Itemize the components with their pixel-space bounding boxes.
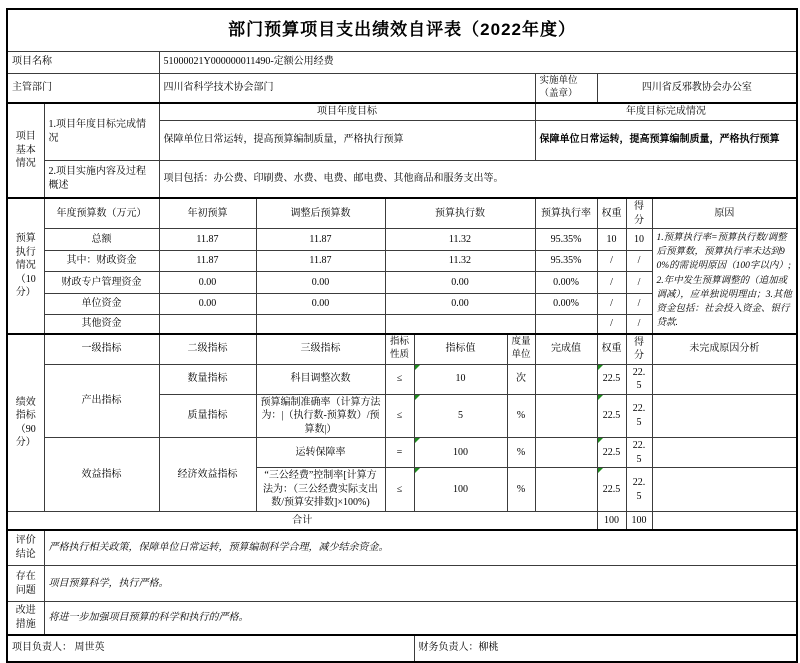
perf-header-value: 指标值 xyxy=(414,334,507,365)
perf-l3: “三公经费”控制率[计算方法为：（三公经费实际支出数/预算安排数]×100%) xyxy=(256,468,385,512)
perf-nature: ≤ xyxy=(385,364,414,394)
perf-row-operation xyxy=(7,438,797,468)
perf-value: 100 xyxy=(414,468,507,512)
budget-row-name: 财政专户管理资金 xyxy=(44,272,159,294)
budget-row-name: 总额 xyxy=(44,229,159,251)
budget-cell-score: / xyxy=(626,294,652,315)
basic-section-label: 项目基本情况 xyxy=(7,103,44,198)
budget-header-executed: 预算执行数 xyxy=(385,198,535,229)
improvements-label: 改进措施 xyxy=(7,602,44,635)
budget-cell-rate: 95.35% xyxy=(535,229,597,251)
budget-section-label: 预算执行情况（10分） xyxy=(7,198,44,334)
performance-section-label: 绩效指标（90分） xyxy=(7,334,44,512)
project-name-value: 51000021Y000000011490-定额公用经费 xyxy=(159,51,797,73)
basic-row2-content: 项目包括：办公费、印刷费、水费、电费、邮电费、其他商品和服务支出等。 xyxy=(159,160,797,198)
perf-score: 22.5 xyxy=(626,394,652,438)
perf-l3: 预算编制准确率（计算方法为：|（执行数-预算数）/预算数|） xyxy=(256,394,385,438)
perf-total-score: 100 xyxy=(626,512,652,530)
perf-header-weight: 权重 xyxy=(597,334,626,365)
budget-cell-score: / xyxy=(626,251,652,272)
perf-total-label: 合计 xyxy=(7,512,597,530)
budget-cell-rate xyxy=(535,315,597,334)
perf-header-l2: 二级指标 xyxy=(159,334,256,365)
problems-label: 存在问题 xyxy=(7,566,44,602)
perf-value: 100 xyxy=(414,438,507,468)
perf-analysis xyxy=(652,468,797,512)
perf-header-done: 完成值 xyxy=(535,334,597,365)
budget-cell-initial: 0.00 xyxy=(159,294,256,315)
conclusion-label: 评价结论 xyxy=(7,530,44,566)
budget-cell-executed: 11.32 xyxy=(385,251,535,272)
impl-unit-value: 四川省反邪教协会办公室 xyxy=(597,73,797,103)
budget-header-rate: 预算执行率 xyxy=(535,198,597,229)
budget-header-annual: 年度预算数（万元） xyxy=(44,198,159,229)
perf-done xyxy=(535,364,597,394)
goal-header: 项目年度目标 xyxy=(159,103,535,120)
perf-score: 22.5 xyxy=(626,364,652,394)
perf-unit: 次 xyxy=(507,364,535,394)
perf-score: 22.5 xyxy=(626,438,652,468)
budget-header-initial: 年初预算 xyxy=(159,198,256,229)
budget-row-name: 其中：财政资金 xyxy=(44,251,159,272)
perf-weight: 22.5 xyxy=(597,438,626,468)
budget-cell-adjusted: 11.87 xyxy=(256,229,385,251)
conclusion-text: 严格执行相关政策，保障单位日常运转，预算编制科学合理，减少结余资金。 xyxy=(44,530,797,566)
budget-cell-initial: 11.87 xyxy=(159,229,256,251)
perf-done xyxy=(535,468,597,512)
perf-done xyxy=(535,394,597,438)
goal-text: 保障单位日常运转，提高预算编制质量，严格执行预算 xyxy=(159,120,535,160)
budget-cell-weight: / xyxy=(597,251,626,272)
perf-weight: 22.5 xyxy=(597,364,626,394)
budget-cell-rate: 0.00% xyxy=(535,294,597,315)
budget-cell-adjusted: 0.00 xyxy=(256,294,385,315)
perf-row-quantity xyxy=(7,364,797,394)
perf-total-analysis xyxy=(652,512,797,530)
budget-cell-score: / xyxy=(626,315,652,334)
perf-nature: ≤ xyxy=(385,468,414,512)
budget-cell-executed: 0.00 xyxy=(385,272,535,294)
budget-cell-initial xyxy=(159,315,256,334)
perf-header-score: 得分 xyxy=(626,334,652,365)
budget-cell-weight: / xyxy=(597,272,626,294)
perf-unit: % xyxy=(507,394,535,438)
perf-analysis xyxy=(652,364,797,394)
budget-row-name: 其他资金 xyxy=(44,315,159,334)
perf-done xyxy=(535,438,597,468)
perf-l2: 质量指标 xyxy=(159,394,256,438)
perf-score: 22.5 xyxy=(626,468,652,512)
budget-reason-text: 1.预算执行率=预算执行数/调整后预算数，预算执行率未达到90%的需说明原因（100字以内）;2.年中发生预算调整的（追加或调减），应单独说明理由；3.其他资金包括：社会投入资金、银行贷款. xyxy=(652,229,797,334)
perf-l2: 数量指标 xyxy=(159,364,256,394)
budget-cell-rate: 0.00% xyxy=(535,272,597,294)
budget-cell-weight: 10 xyxy=(597,229,626,251)
budget-row-total xyxy=(7,229,797,251)
perf-nature: = xyxy=(385,438,414,468)
perf-l1-benefit: 效益指标 xyxy=(44,438,159,512)
budget-cell-weight: / xyxy=(597,315,626,334)
perf-analysis xyxy=(652,394,797,438)
perf-header-l3: 三级指标 xyxy=(256,334,385,365)
budget-cell-initial: 0.00 xyxy=(159,272,256,294)
project-name-label: 项目名称 xyxy=(7,51,159,73)
perf-l3: 运转保障率 xyxy=(256,438,385,468)
form-title: 部门预算项目支出绩效自评表（2022年度） xyxy=(7,9,797,51)
dept-value: 四川省科学技术协会部门 xyxy=(159,73,535,103)
budget-row-name: 单位资金 xyxy=(44,294,159,315)
problems-text: 项目预算科学，执行严格。 xyxy=(44,566,797,602)
budget-header-weight: 权重 xyxy=(597,198,626,229)
perf-header-nature: 指标性质 xyxy=(385,334,414,365)
budget-cell-executed xyxy=(385,315,535,334)
budget-cell-adjusted xyxy=(256,315,385,334)
perf-total-row xyxy=(7,512,797,530)
perf-header-l1: 一级指标 xyxy=(44,334,159,365)
budget-cell-executed: 0.00 xyxy=(385,294,535,315)
perf-weight: 22.5 xyxy=(597,468,626,512)
perf-l1-output: 产出指标 xyxy=(44,364,159,438)
impl-unit-label: 实施单位（盖章） xyxy=(535,73,597,103)
perf-unit: % xyxy=(507,468,535,512)
perf-analysis xyxy=(652,438,797,468)
perf-nature: ≤ xyxy=(385,394,414,438)
completion-text: 保障单位日常运转，提高预算编制质量，严格执行预算 xyxy=(535,120,797,160)
budget-cell-score: 10 xyxy=(626,229,652,251)
budget-cell-weight: / xyxy=(597,294,626,315)
perf-header-analysis: 未完成原因分析 xyxy=(652,334,797,365)
budget-cell-initial: 11.87 xyxy=(159,251,256,272)
finance-manager: 财务负责人：柳桃 xyxy=(414,635,797,662)
budget-cell-score: / xyxy=(626,272,652,294)
budget-header-adjusted: 调整后预算数 xyxy=(256,198,385,229)
basic-row1-label: 1.项目年度目标完成情况 xyxy=(44,103,159,160)
perf-l2-economic: 经济效益指标 xyxy=(159,438,256,512)
budget-cell-adjusted: 11.87 xyxy=(256,251,385,272)
self-evaluation-table xyxy=(6,8,798,663)
perf-unit: % xyxy=(507,438,535,468)
perf-header-unit: 度量单位 xyxy=(507,334,535,365)
budget-cell-executed: 11.32 xyxy=(385,229,535,251)
perf-value: 5 xyxy=(414,394,507,438)
basic-row2-label: 2.项目实施内容及过程概述 xyxy=(44,160,159,198)
perf-value: 10 xyxy=(414,364,507,394)
perf-l3: 科目调整次数 xyxy=(256,364,385,394)
budget-cell-rate: 95.35% xyxy=(535,251,597,272)
project-manager: 项目负责人： 周世英 xyxy=(7,635,414,662)
perf-total-weight: 100 xyxy=(597,512,626,530)
dept-label: 主管部门 xyxy=(7,73,159,103)
improvements-text: 将进一步加强项目预算的科学和执行的严格。 xyxy=(44,602,797,635)
perf-weight: 22.5 xyxy=(597,394,626,438)
budget-header-score: 得分 xyxy=(626,198,652,229)
completion-header: 年度目标完成情况 xyxy=(535,103,797,120)
budget-cell-adjusted: 0.00 xyxy=(256,272,385,294)
budget-header-reason: 原因 xyxy=(652,198,797,229)
